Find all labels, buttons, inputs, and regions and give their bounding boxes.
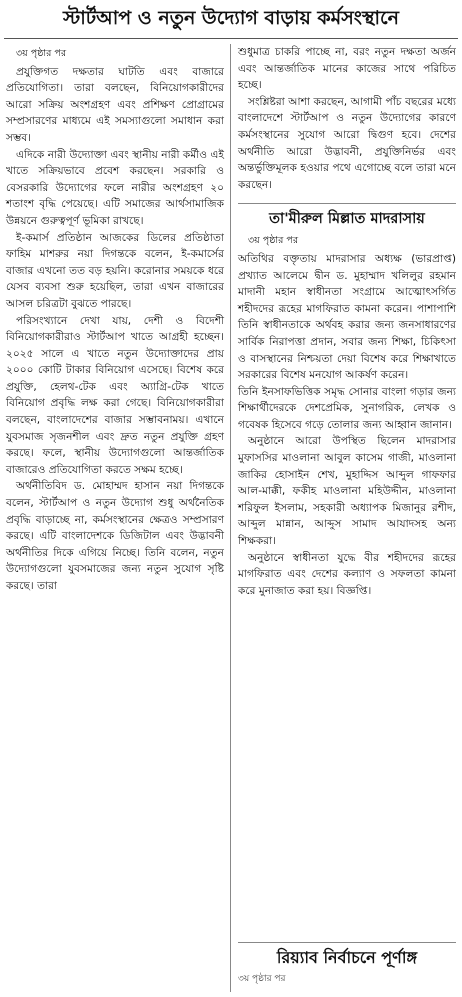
continued-marker: ৩য় পৃষ্ঠার পর bbox=[248, 235, 299, 247]
bottom-headline: রিয়্যাব নির্বাচনে পূর্ণাঙ্গ bbox=[276, 948, 418, 967]
article-paragraph: প্রযুক্তিগত দক্ষতার ঘাটতি এবং বাজারে প্রতিযোগিতা। তারা বলছেন, বিনিয়োগকারীদের আরো সক্রিয় অংশগ্রহণ এবং প্রশিক্ষণ প্রোগ্রামের সম্প্রসারণের মাধ্যমে এই সমস্যাগুলো সমাধান করা সম্ভব। bbox=[6, 65, 224, 144]
article-paragraph: সংশ্লিষ্টরা আশা করছেন, আগামী পাঁচ বছরের মধ্যে বাংলাদেশে স্টার্টআপ ও নতুন উদ্যোগের কারণে কর্মসংস্থানের সুযোগ আরো দ্বিগুণ হবে। দেশের অর্থনীতি আরো উদ্ভাবনী, প্রযুক্তিনির্ভর এবং অন্তর্ভুক্তিমূলক হওয়ার পথে এগোচ্ছে বলে তারা মনে করছেন। bbox=[238, 95, 456, 191]
subheadline: তা'মীরুল মিল্লাত মাদরাসায় bbox=[269, 211, 425, 228]
article-paragraph: ই-কমার্স প্রতিষ্ঠান আজকের ডিলের প্রতিষ্ঠাতা ফাহিম মাশরুর নয়া দিগন্তকে বলেন, ই-কমার্সের বাজার এখনো তত বড় হয়নি। করোনার সময়কে ধরে যেসব ব্যবসা শুরু হয়েছিল, তারা এখন বাজারের আসল চরিত্রটা বুঝতে পারছে। bbox=[6, 231, 224, 310]
article-paragraph: অনুষ্ঠানে আরো উপস্থিত ছিলেন মাদরাসার মুফাসসির মাওলানা আবুল কাসেম গাজী, মাওলানা জাকির হোসাইন শেখ, মুহাদ্দিস আব্দুল গাফফার আল-মাক্কী, ফকীহ মাওলানা মহিউদ্দীন, মাওলানা শরিফুল ইসলাম, সহকারী অধ্যাপক মিজানুর রশীদ, আব্দুল মান্নান, আব্দুস সামাদ আযাদসহ অন্য শিক্ষকরা। bbox=[238, 435, 456, 548]
article-paragraph: শুধুমাত্র চাকরি পাচ্ছে না, বরং নতুন দক্ষতা অর্জন এবং আন্তর্জাতিক মানের কাজের সাথে পরিচিত হচ্ছে। bbox=[238, 46, 456, 92]
left-column bbox=[6, 46, 224, 595]
article-paragraph: পরিসংখ্যানে দেখা যায়, দেশী ও বিদেশী বিনিয়োগকারীরাও স্টার্টআপ খাতে আগ্রহী হচ্ছেন। ২০২৫ সালে এ খাতে নতুন উদ্যোক্তাদের প্রায় ২০০০ কোটি টাকার বিনিয়োগ এসেছে। বিশেষ করে প্রযুক্তি, হেলথ-টেক এবং অ্যাগ্রি-টেক খাতে বিনিয়োগ প্রবৃদ্ধি লক্ষ করা গেছে। বিনিয়োগকারীরা বলছেন, বাংলাদেশের বাজার সম্ভাবনাময়। এখানে যুবসমাজ সৃজনশীল এবং দ্রুত নতুন প্রযুক্তি গ্রহণ করছে। ফলে, স্থানীয় উদ্যোগগুলো আন্তর্জাতিক বাজারেও প্রতিযোগিতা করতে সক্ষম হচ্ছে। bbox=[6, 314, 224, 476]
right-column bbox=[238, 44, 456, 599]
article-paragraph: অনুষ্ঠানে স্বাধীনতা যুদ্ধে বীর শহীদদের রূহের মাগফিরাত এবং দেশের কল্যাণ ও সফলতা কামনা করে মুনাজাত করা হয়। বিজ্ঞপ্তি। bbox=[238, 551, 456, 597]
article-paragraph: এদিকে নারী উদ্যোক্তা এবং স্থানীয় নারী কর্মীও এই খাতে সক্রিয়ভাবে প্রবেশ করছেন। সরকারি ও বেসরকারি উদ্যোগের ফলে নারীর অংশগ্রহণ ২০ শতাংশ বৃদ্ধি পেয়েছে। এটি সমাজের আর্থসামাজিক উন্নয়নে গুরুত্বপূর্ণ ভূমিকা রাখছে। bbox=[6, 148, 224, 227]
headline-rule bbox=[4, 38, 458, 39]
bottom-article bbox=[238, 942, 456, 985]
continued-marker: ৩য় পৃষ্ঠার পর bbox=[238, 974, 286, 984]
article-paragraph: অতিথির বক্তৃতায় মাদরাসার অধ্যক্ষ (ভারপ্রাপ্ত) প্রখ্যাত আলেমে দ্বীন ড. মুহাম্মাদ খলিলুর রহমান মাদানী মহান স্বাধীনতা সংগ্রামে আত্মোৎসর্গিত শহীদদের রূহের মাগফিরাত কামনা করেন। পাশাপাশি তিনি স্বাধীনতাকে অর্থবহ করার জন্য জনসাধারণের সার্বিক নিরাপত্তা প্রদান, সবার জন্য শিক্ষা, চিকিৎসা ও বাসস্থানের নিশ্চয়তা দেয়া বিশেষ করে শিক্ষাখাতে সরকারের বিশেষ মনযোগ আকর্ষণ করেন। bbox=[238, 252, 456, 382]
subheadline-block bbox=[238, 203, 456, 230]
column-divider bbox=[230, 44, 231, 992]
main-headline: স্টার্টআপ ও নতুন উদ্যোগ বাড়ায় কর্মসংস্থানে bbox=[62, 7, 400, 29]
continued-marker: ৩য় পৃষ্ঠার পর bbox=[16, 48, 67, 59]
article-paragraph: অর্থনীতিবিদ ড. মোহাম্মদ হাসান নয়া দিগন্তকে বলেন, স্টার্টআপ ও নতুন উদ্যোগ শুধু অর্থনৈতিক প্রবৃদ্ধি বাড়াচ্ছে না, কর্মসংস্থানের ক্ষেত্রও সম্প্রসারণ করছে। এটি বাংলাদেশকে ডিজিটাল এবং উদ্ভাবনী অর্থনীতির দিকে এগিয়ে নিচ্ছে। তিনি বলেন, নতুন উদ্যোগগুলো যুবসমাজের জন্য নতুন সুযোগ সৃষ্টি করছে। তারা bbox=[6, 480, 224, 592]
article-paragraph: তিনি ইনসাফভিত্তিক সমৃদ্ধ সোনার বাংলা গড়ার জন্য শিক্ষার্থীদেরকে দেশপ্রেমিক, সুনাগরিক, লেখক ও গবেষক হিসেবে গড়ে তোলার জন্য আহ্বান জানান। bbox=[238, 385, 456, 431]
